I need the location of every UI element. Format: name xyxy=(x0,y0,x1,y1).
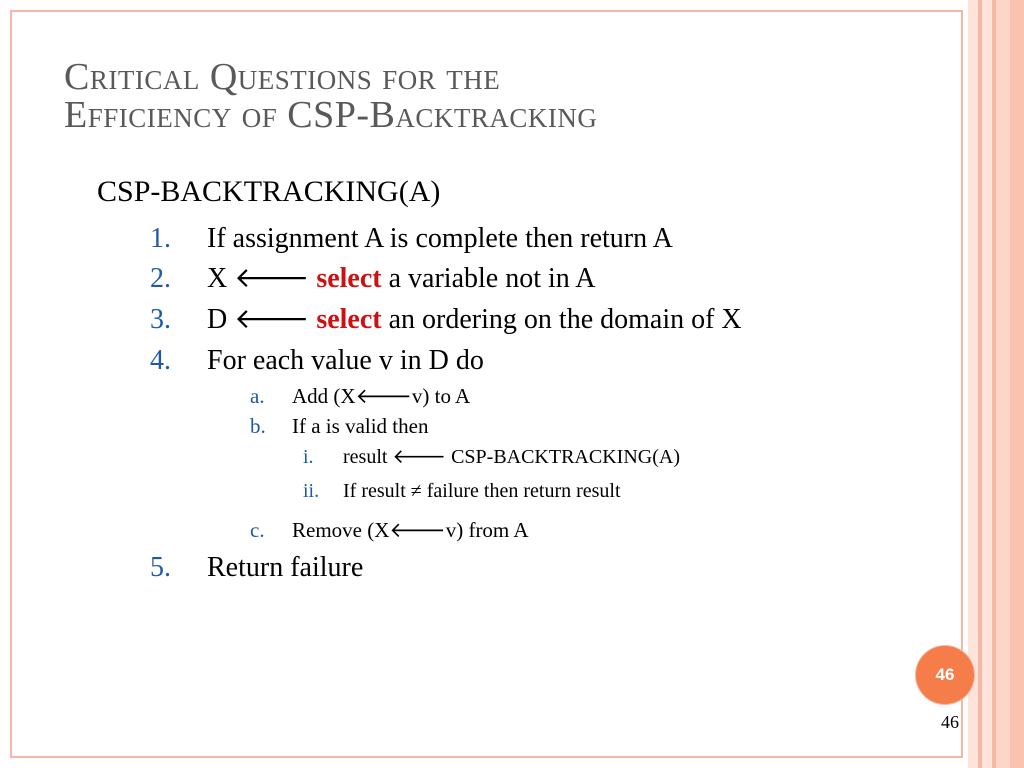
slide-number-badge: 46 xyxy=(916,646,974,704)
subsubstep-number: i. xyxy=(303,446,314,468)
step-text: X 🡐 select a variable not in A xyxy=(207,263,596,294)
title-line-1: Critical Questions for the xyxy=(64,56,501,98)
keyword-select: select xyxy=(316,304,382,335)
page-number: 46 xyxy=(941,712,959,732)
subsubstep-text: result 🡐 CSP-BACKTRACKING(A) xyxy=(343,446,680,468)
step-text: If assignment A is complete then return A xyxy=(207,223,673,254)
substep-letter: b. xyxy=(250,414,266,438)
substep-letter: c. xyxy=(250,518,265,542)
substep-text: If a is valid then xyxy=(292,414,429,438)
algorithm-heading: CSP-BACKTRACKING(A) xyxy=(97,175,441,208)
keyword-select: select xyxy=(316,263,382,294)
step-number: 1. xyxy=(150,223,171,254)
step-text: For each value v in D do xyxy=(207,345,484,376)
substep-text: Add (X🡐v) to A xyxy=(292,384,471,408)
substep-text: Remove (X🡐v) from A xyxy=(292,518,529,542)
step-text: Return failure xyxy=(207,552,364,583)
subsubstep-text: If result ≠ failure then return result xyxy=(343,480,621,502)
decorative-stripes xyxy=(968,0,1024,768)
step-text: D 🡐 select an ordering on the domain of X xyxy=(207,304,742,335)
step-number: 5. xyxy=(150,552,171,583)
left-arrow-icon: 🡐 xyxy=(234,263,310,294)
step-number: 4. xyxy=(150,345,171,376)
step-number: 2. xyxy=(150,263,171,294)
subsubstep-number: ii. xyxy=(303,480,320,502)
substep-letter: a. xyxy=(250,384,265,408)
slide-title xyxy=(64,58,597,134)
title-line-2: Efficiency of CSP-Backtracking xyxy=(64,94,598,136)
step-number: 3. xyxy=(150,304,171,335)
left-arrow-icon: 🡐 xyxy=(234,304,310,335)
